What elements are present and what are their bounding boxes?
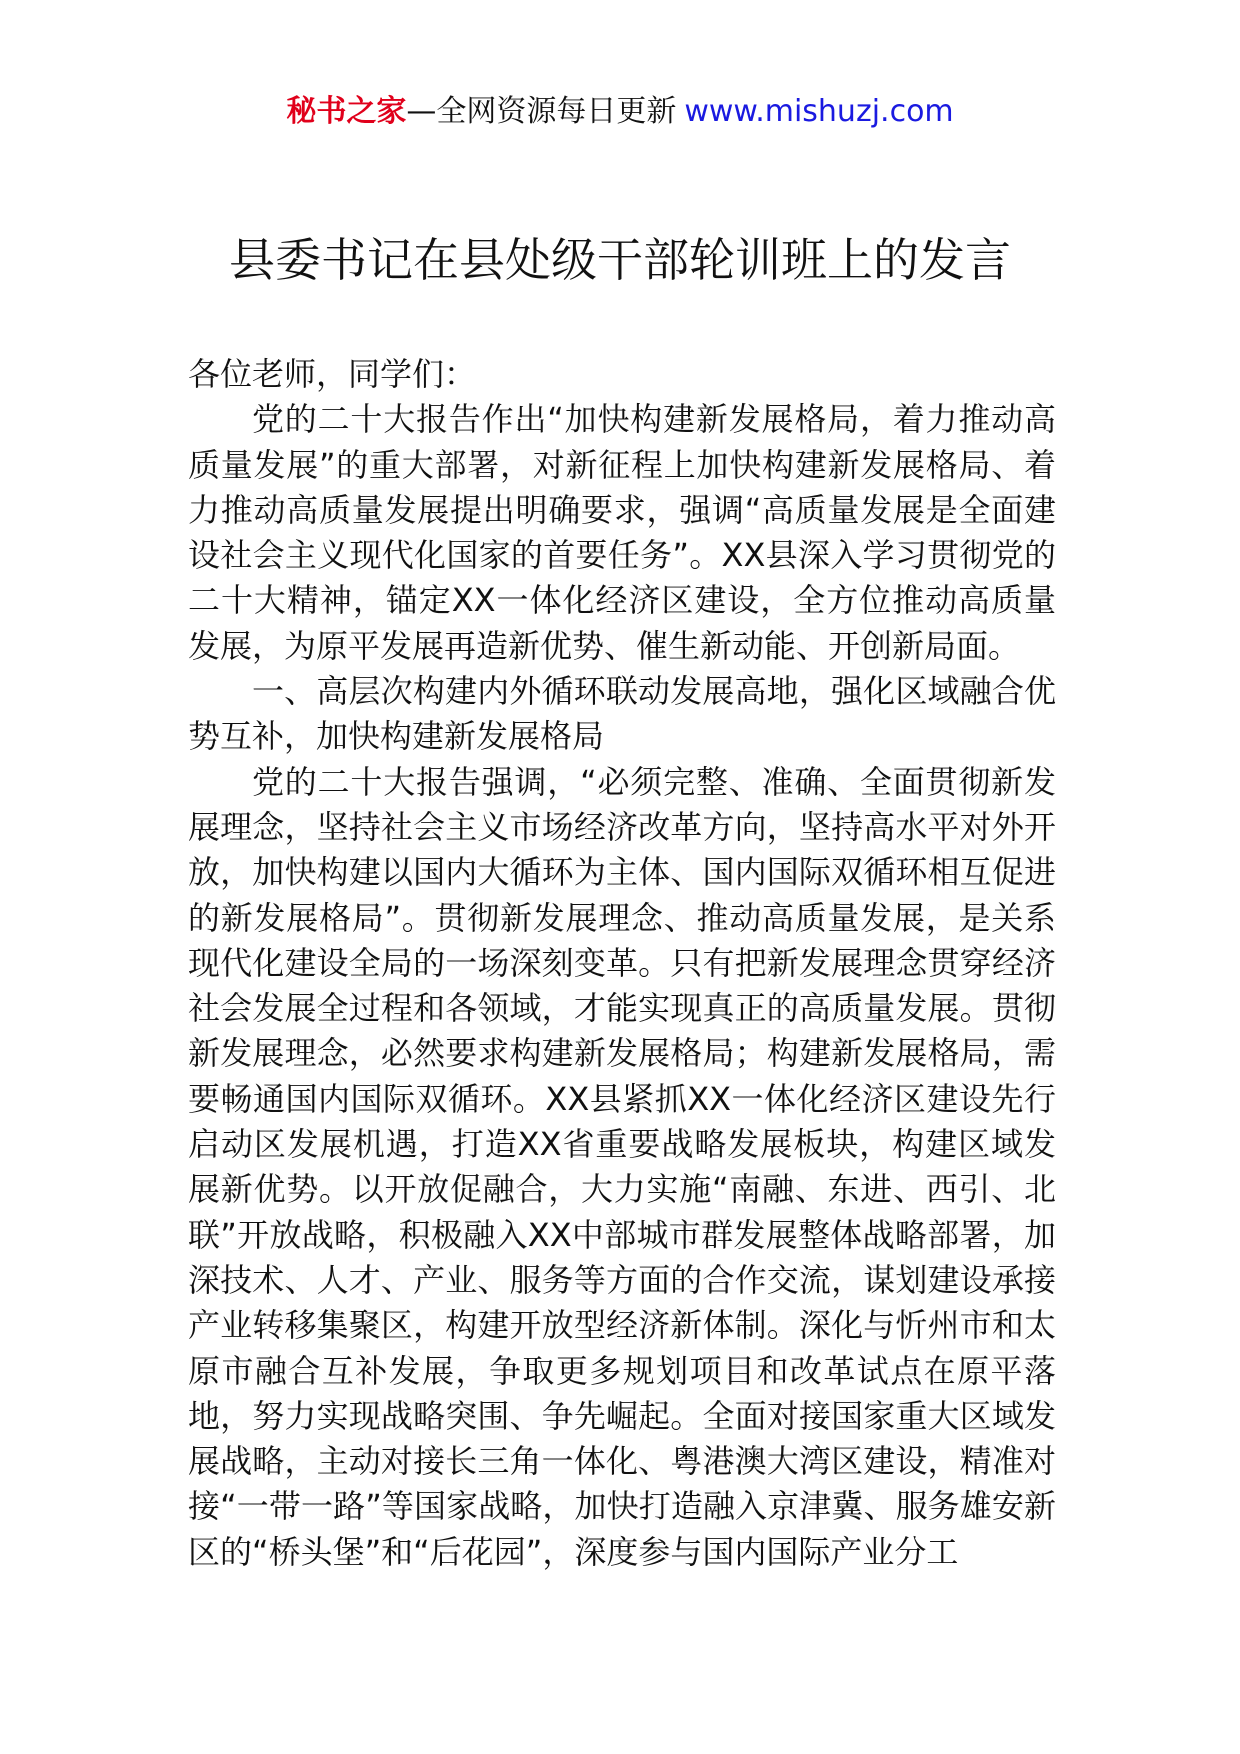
paragraph-intro: 党的二十大报告作出“加快构建新发展格局，着力推动高质量发展”的重大部署，对新征程上加快构建新发展格局、着力推动高质量发展提出明确要求，强调“高质量发展是全面建设社会主义现代化国家的首要任务”。XX县深入学习贯彻党的二十大精神，锚定XX一体化经济区建设，全方位推动高质量发展，为原平发展再造新优势、催生新动能、开创新局面。 [188,400,1056,665]
document-title: 县委书记在县处级干部轮训班上的发言 [229,233,1011,287]
salutation: 各位老师，同学们： [188,355,477,393]
document-body [188,352,1056,1575]
section-heading-1: 一、高层次构建内外循环联动发展高地，强化区域融合优势互补，加快构建新发展格局 [188,672,1056,756]
site-url-link[interactable]: www.mishuzj.com [684,94,954,129]
site-tagline: —全网资源每日更新 [406,94,677,129]
site-brand: 秘书之家 [286,94,407,129]
site-header [0,92,1240,132]
paragraph-section-1: 党的二十大报告强调，“必须完整、准确、全面贯彻新发展理念，坚持社会主义市场经济改革方向，坚持高水平对外开放，加快构建以国内大循环为主体、国内国际双循环相互促进的新发展格局”。贯彻新发展理念、推动高质量发展，是关系现代化建设全局的一场深刻变革。只有把新发展理念贯穿经济社会发展全过程和各领域，才能实现真正的高质量发展。贯彻新发展理念，必然要求构建新发展格局；构建新发展格局，需要畅通国内国际双循环。XX县紧抓XX一体化经济区建设先行启动区发展机遇，打造XX省重要战略发展板块，构建区域发展新优势。以开放促融合，大力实施“南融、东进、西引、北联”开放战略，积极融入XX中部城市群发展整体战略部署，加深技术、人才、产业、服务等方面的合作交流，谋划建设承接产业转移集聚区，构建开放型经济新体制。深化与忻州市和太原市融合互补发展，争取更多规划项目和改革试点在原平落地，努力实现战略突围、争先崛起。全面对接国家重大区域发展战略，主动对接长三角一体化、粤港澳大湾区建设，精准对接“一带一路”等国家战略，加快打造融入京津冀、服务雄安新区的“桥头堡”和“后花园”，深度参与国内国际产业分工 [188,762,1056,1571]
